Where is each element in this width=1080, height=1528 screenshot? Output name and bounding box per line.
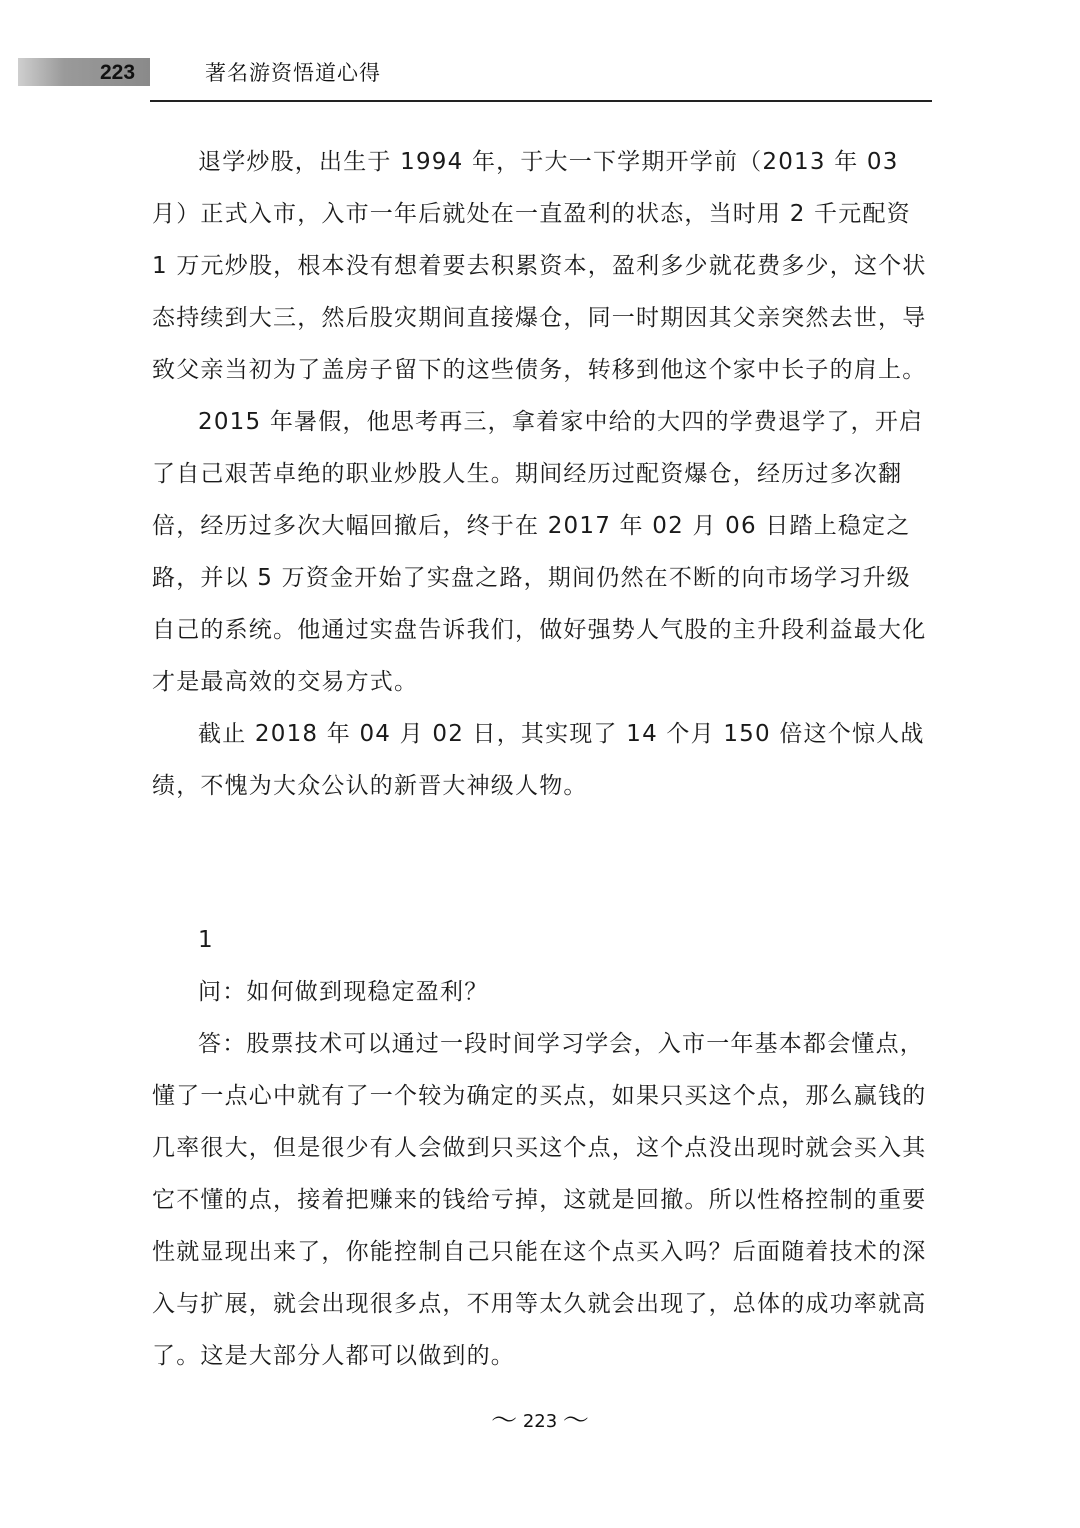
intro-paragraph: 退学炒股，出生于 1994 年，于大一下学期开学前（2013 年 03 月）正式入市，入市一年后就处在一直盈利的状态，当时用 2 千元配资 1 万元炒股，根本没有想着要去积累资本，盈利多少就花费多少，这个状态持续到大三，然后股灾期间直接爆仓，同一时期因其父亲突然去世，导致父亲当初为了盖房子留下的这些债务，转移到他这个家中长子的肩上。	[152, 149, 927, 383]
footer-tilde-left: ～	[491, 1406, 518, 1436]
footer-page-number: 223	[522, 1411, 558, 1432]
qa-section	[152, 914, 932, 1382]
answer-text: 答：股票技术可以通过一段时间学习学会，入市一年基本都会懂点，懂了一点心中就有了一个较为确定的买点，如果只买这个点，那么赢钱的几率很大，但是很少有人会做到只买这个点，这个点没出现时就会买入其它不懂的点，接着把赚来的钱给亏掉，这就是回撤。所以性格控制的重要性就显现出来了，你能控制自己只能在这个点买入吗？后面随着技术的深入与扩展，就会出现很多点，不用等太久就会出现了，总体的成功率就高了。这是大部分人都可以做到的。	[152, 1031, 927, 1369]
header-page-number: 223	[100, 61, 136, 84]
intro-paragraph: 截止 2018 年 04 月 02 日，其实现了 14 个月 150 倍这个惊人战绩，不愧为大众公认的新晋大神级人物。	[152, 721, 925, 799]
footer-tilde-right: ～	[562, 1406, 589, 1436]
header-divider	[150, 100, 932, 102]
intro-section	[152, 136, 932, 812]
page-footer	[0, 1406, 1080, 1437]
book-title: 著名游资悟道心得	[205, 61, 381, 85]
question-number: 1	[198, 927, 214, 953]
intro-paragraph: 2015 年暑假，他思考再三，拿着家中给的大四的学费退学了，开启了自己艰苦卓绝的职业炒股人生。期间经历过配资爆仓，经历过多次翻倍，经历过多次大幅回撤后，终于在 2017 年 02 月 06 日踏上稳定之路，并以 5 万资金开始了实盘之路，期间仍然在不断的向市场学习升级自己的系统。他通过实盘告诉我们，做好强势人气股的主升段利益最大化才是最高效的交易方式。	[152, 409, 927, 695]
question-text: 问：如何做到现稳定盈利？	[198, 979, 489, 1005]
